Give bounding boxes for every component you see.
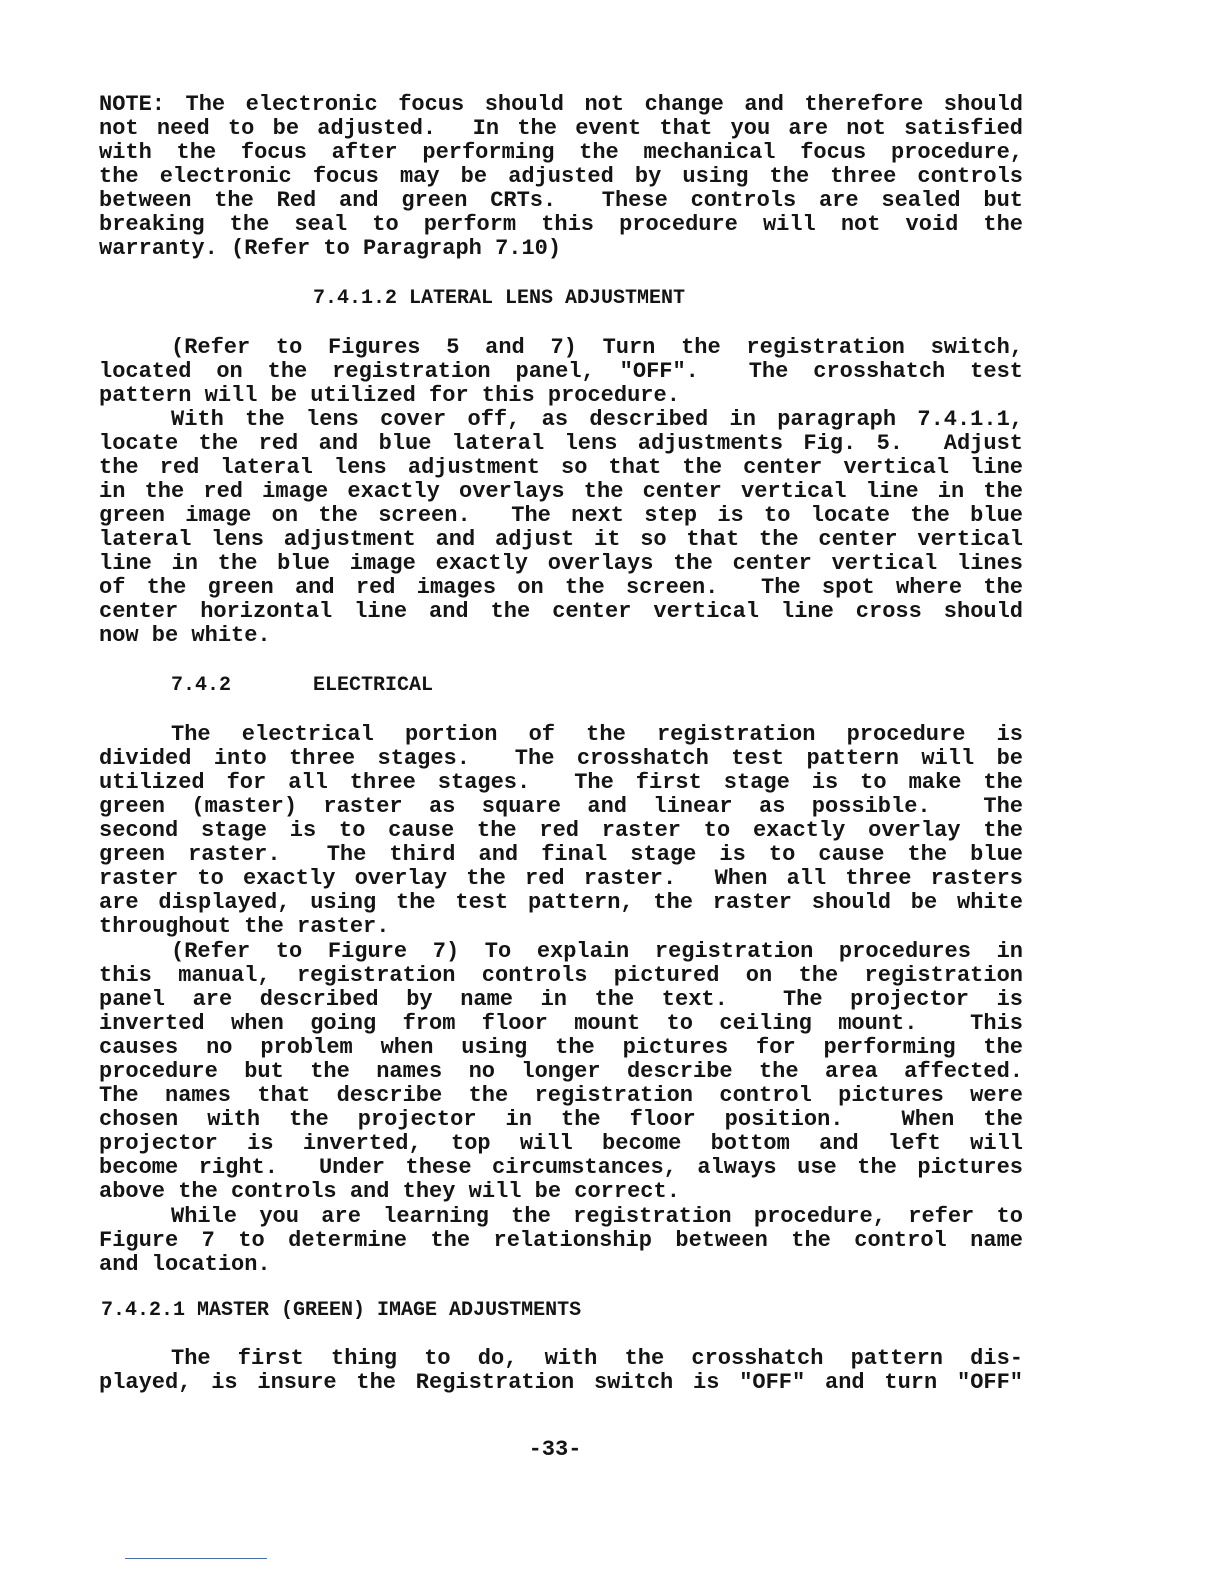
text-line: the red lateral lens adjustment so that the center vertical line — [99, 455, 1023, 480]
text-line: played, is insure the Registration switch is "OFF" and turn "OFF" — [99, 1370, 1023, 1395]
text-line: The electrical portion of the registration procedure is — [171, 722, 1023, 747]
text-line: locate the red and blue lateral lens adjustments Fig. 5. Adjust — [99, 431, 1023, 456]
text-line: breaking the seal to perform this procedure will not void the — [99, 212, 1023, 237]
text-line: utilized for all three stages. The first stage is to make the — [99, 770, 1023, 795]
text-line: procedure but the names no longer describe the area affected. — [99, 1059, 1023, 1084]
text-line: (Refer to Figure 7) To explain registration procedures in — [171, 939, 1023, 964]
text-line: now be white. — [99, 623, 271, 648]
text-line: Figure 7 to determine the relationship between the control name — [99, 1228, 1023, 1253]
text-line: chosen with the projector in the floor position. When the — [99, 1107, 1023, 1132]
text-line: green raster. The third and final stage is to cause the blue — [99, 842, 1023, 867]
text-line: lateral lens adjustment and adjust it so that the center vertical — [99, 527, 1023, 552]
text-line: green image on the screen. The next step is to locate the blue — [99, 503, 1023, 528]
text-line: in the red image exactly overlays the center vertical line in the — [99, 479, 1023, 504]
text-line: are displayed, using the test pattern, the raster should be white — [99, 890, 1023, 915]
text-line: throughout the raster. — [99, 914, 390, 939]
text-line: line in the blue image exactly overlays the center vertical lines — [99, 551, 1023, 576]
page-number: -33- — [528, 1437, 582, 1462]
text-line: causes no problem when using the pictures for performing the — [99, 1035, 1023, 1060]
text-line: NOTE: The electronic focus should not change and therefore should — [99, 92, 1023, 117]
section-number-electrical: 7.4.2 — [171, 674, 232, 697]
text-line: divided into three stages. The crosshatch test pattern will be — [99, 746, 1023, 771]
text-line: of the green and red images on the screen. The spot where the — [99, 575, 1023, 600]
section-heading-master-image: 7.4.2.1 MASTER (GREEN) IMAGE ADJUSTMENTS — [101, 1299, 582, 1322]
text-line: located on the registration panel, "OFF". The crosshatch test — [99, 359, 1023, 384]
text-line: the electronic focus may be adjusted by using the three controls — [99, 164, 1023, 189]
section-heading-electrical: ELECTRICAL — [313, 674, 434, 697]
text-line: warranty. (Refer to Paragraph 7.10) — [99, 236, 562, 261]
text-line: inverted when going from floor mount to ceiling mount. This — [99, 1011, 1023, 1036]
text-line: and location. — [99, 1252, 271, 1277]
text-line: with the focus after performing the mechanical focus procedure, — [99, 140, 1023, 165]
text-line: between the Red and green CRTs. These controls are sealed but — [99, 188, 1023, 213]
text-line: green (master) raster as square and linear as possible. The — [99, 794, 1023, 819]
text-line: above the controls and they will be correct. — [99, 1179, 680, 1204]
text-line: pattern will be utilized for this procedure. — [99, 383, 680, 408]
text-line: center horizontal line and the center vertical line cross should — [99, 599, 1023, 624]
text-line: The first thing to do, with the crosshatch pattern dis- — [171, 1346, 1023, 1371]
text-line: panel are described by name in the text. The projector is — [99, 987, 1023, 1012]
text-line: not need to be adjusted. In the event that you are not satisfied — [99, 116, 1023, 141]
text-line: this manual, registration controls pictured on the registration — [99, 963, 1023, 988]
text-line: (Refer to Figures 5 and 7) Turn the registration switch, — [171, 335, 1023, 360]
text-line: projector is inverted, top will become bottom and left will — [99, 1131, 1023, 1156]
text-line: become right. Under these circumstances, always use the pictures — [99, 1155, 1023, 1180]
section-heading-lateral-lens: 7.4.1.2 LATERAL LENS ADJUSTMENT — [313, 287, 686, 310]
text-line: raster to exactly overlay the red raster. When all three rasters — [99, 866, 1023, 891]
text-line: second stage is to cause the red raster to exactly overlay the — [99, 818, 1023, 843]
text-line: While you are learning the registration procedure, refer to — [171, 1204, 1023, 1229]
text-line: With the lens cover off, as described in paragraph 7.4.1.1, — [171, 407, 1023, 432]
footer-divider — [125, 1558, 267, 1559]
text-line: The names that describe the registration control pictures were — [99, 1083, 1023, 1108]
